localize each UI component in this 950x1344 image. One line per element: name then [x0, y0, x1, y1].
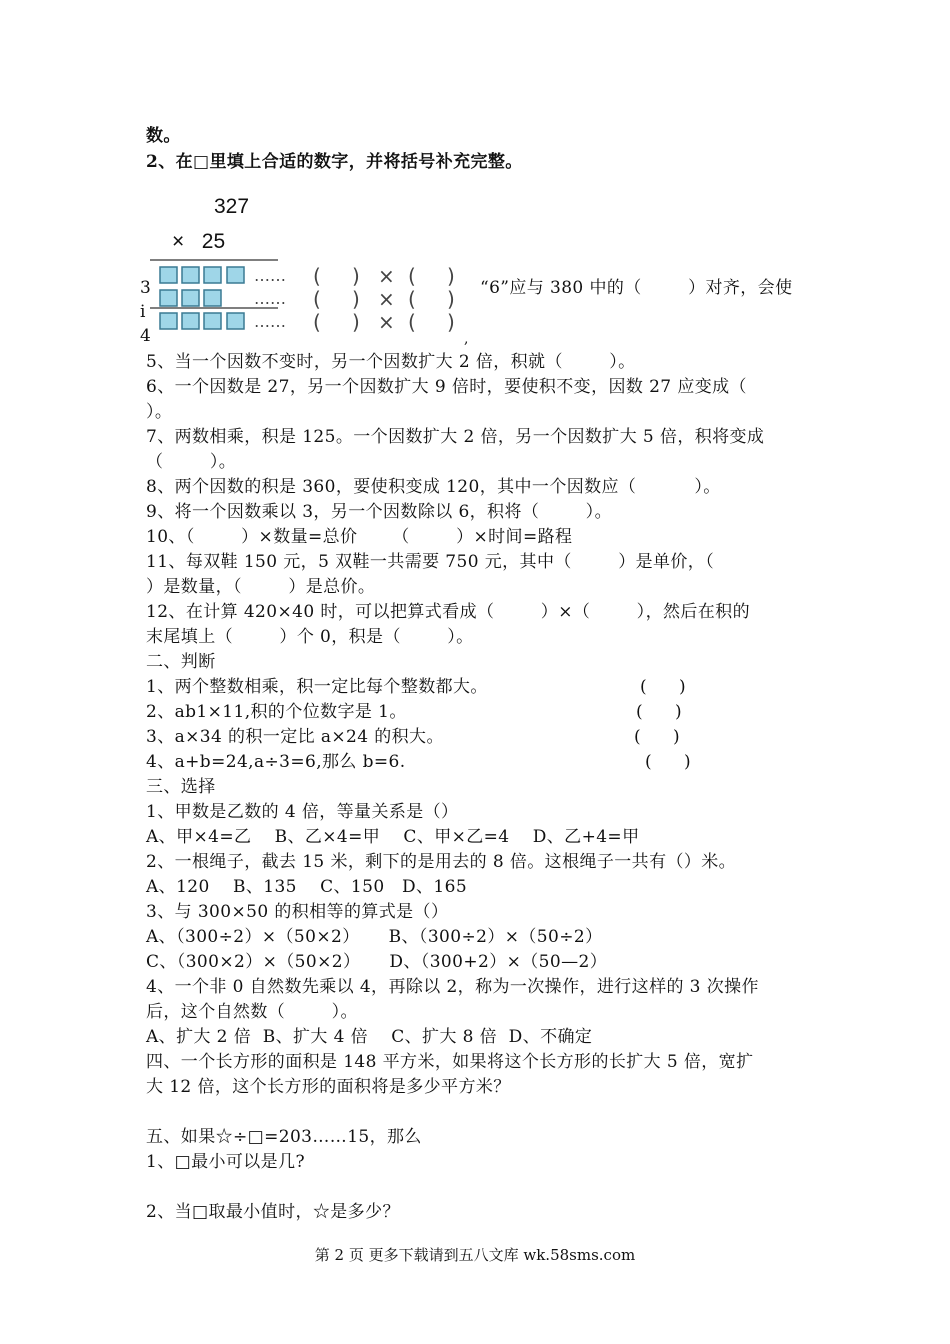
digit-box: [204, 313, 221, 329]
choice-q1-options: A、甲×4=乙 B、乙×4=甲 C、甲×乙=4 D、乙+4=甲: [146, 827, 640, 847]
choice-q3-options-ab: A、（300÷2）×（50×2） B、（300÷2）×（50÷2）: [146, 927, 603, 947]
judge-item-3: 3、a×34 的积一定比 a×24 的积大。: [146, 727, 444, 747]
fill-in-q6-a: 6、一个因数是 27，另一个因数扩大 9 倍时，要使积不变，因数 27 应变成（: [146, 377, 747, 397]
paren-close: ): [447, 287, 455, 311]
judge-answer-4[interactable]: ( ): [645, 752, 691, 772]
fill-in-q3-tail: “6”应与 380 中的（ ）对齐，会使: [480, 278, 793, 298]
section4-line2: 大 12 倍，这个长方形的面积将是多少平方米？: [146, 1077, 511, 1097]
fill-in-q2: 2、在□里填上合适的数字，并将括号补充完整。: [146, 152, 523, 172]
leader-dots-1: ……: [254, 266, 286, 285]
digit-box: [182, 290, 199, 306]
fill-in-q5: 5、当一个因数不变时，另一个因数扩大 2 倍，积就（ ）。: [146, 352, 636, 372]
paren-open: (: [408, 287, 416, 311]
fill-in-q12-a: 12、在计算 420×40 时，可以把算式看成（ ）×（ ），然后在积的: [146, 602, 750, 622]
judge-answer-3[interactable]: ( ): [634, 727, 680, 747]
multiplication-figure: [146, 190, 476, 340]
digit-box: [182, 313, 199, 329]
times-sign: ×: [378, 264, 395, 288]
page-footer: 第 2 页 更多下载请到五八文库 wk.58sms.com: [314, 1246, 636, 1264]
top-fragment: 数。: [146, 126, 181, 146]
digit-box: [160, 290, 177, 306]
leader-dots-3: ……: [254, 312, 286, 331]
fill-in-q7-b: （ ）。: [146, 452, 237, 472]
digit-box: [227, 313, 244, 329]
times-sign: ×: [378, 310, 395, 334]
choice-q2: 2、一根绳子，截去 15 米，剩下的是用去的 8 倍。这根绳子一共有（）米。: [146, 852, 737, 872]
digit-box: [204, 290, 221, 306]
q3-lead: 3: [140, 278, 151, 298]
judge-item-2: 2、ab1×11,积的个位数字是 1。: [146, 702, 407, 722]
section4-line1: 四、一个长方形的面积是 148 平方米，如果将这个长方形的长扩大 5 倍，宽扩: [146, 1052, 754, 1072]
digit-box: [160, 313, 177, 329]
paren-close: ): [447, 310, 455, 334]
leader-dots-2: ……: [254, 289, 286, 308]
paren-open: (: [408, 264, 416, 288]
digit-box: [227, 267, 244, 283]
paren-close: ): [352, 310, 360, 334]
section5-heading: 五、如果☆÷□=203……15，那么: [146, 1127, 422, 1147]
choice-q1: 1、甲数是乙数的 4 倍，等量关系是（）: [146, 802, 459, 822]
fill-in-q11-b: ）是数量，（ ）是总价。: [146, 577, 376, 597]
fill-in-q11-a: 11、每双鞋 150 元，5 双鞋一共需要 750 元，其中（ ）是单价，（: [146, 552, 715, 572]
judge-answer-1[interactable]: ( ): [640, 677, 686, 697]
digit-box: [160, 267, 177, 283]
q3-wrap: i: [140, 302, 146, 322]
section5-q1: 1、□最小可以是几?: [146, 1152, 305, 1172]
q4-comma: ,: [464, 327, 468, 351]
choice-heading: 三、选择: [146, 777, 216, 797]
fill-in-q7-a: 7、两数相乘，积是 125。一个因数扩大 2 倍，另一个因数扩大 5 倍，积将变成: [146, 427, 765, 447]
fill-in-q9: 9、将一个因数乘以 3，另一个因数除以 6，积将（ ）。: [146, 502, 612, 522]
times-sign: ×: [378, 287, 395, 311]
figure-multiplier: × 25: [172, 230, 226, 253]
figure-multiplicand: 327: [214, 195, 250, 218]
paren-open: (: [313, 287, 321, 311]
fill-in-q6-b: ）。: [146, 402, 173, 422]
paren-open: (: [408, 310, 416, 334]
digit-box: [204, 267, 221, 283]
choice-q4-b: 后，这个自然数（ ）。: [146, 1002, 358, 1022]
fill-in-q8: 8、两个因数的积是 360，要使积变成 120，其中一个因数应（ ）。: [146, 477, 721, 497]
q4-lead: 4: [140, 326, 151, 346]
judge-item-1: 1、两个整数相乘，积一定比每个整数都大。: [146, 677, 488, 697]
paren-open: (: [313, 310, 321, 334]
choice-q3-options-cd: C、（300×2）×（50×2） D、（300+2）×（50—2）: [146, 952, 608, 972]
paren-open: (: [313, 264, 321, 288]
paren-close: ): [352, 264, 360, 288]
choice-q4-options: A、扩大 2 倍 B、扩大 4 倍 C、扩大 8 倍 D、不确定: [146, 1027, 593, 1047]
choice-q4-a: 4、一个非 0 自然数先乘以 4，再除以 2，称为一次操作，进行这样的 3 次操作: [146, 977, 759, 997]
paren-close: ): [352, 287, 360, 311]
digit-box: [182, 267, 199, 283]
choice-q3: 3、与 300×50 的积相等的算式是（）: [146, 902, 449, 922]
fill-in-q10: 10、（ ）×数量=总价 （ ）×时间=路程: [146, 527, 573, 547]
fill-in-q12-b: 末尾填上（ ）个 0，积是（ ）。: [146, 627, 474, 647]
choice-q2-options: A、120 B、135 C、150 D、165: [146, 877, 468, 897]
box-row-3: [160, 313, 244, 329]
section5-q2: 2、当□取最小值时，☆是多少？: [146, 1202, 400, 1222]
paren-close: ): [447, 264, 455, 288]
judge-heading: 二、判断: [146, 652, 216, 672]
box-row-1: [160, 267, 244, 283]
box-row-2: [160, 290, 221, 306]
judge-answer-2[interactable]: ( ): [636, 702, 682, 722]
judge-item-4: 4、a+b=24,a÷3=6,那么 b=6.: [146, 752, 406, 772]
